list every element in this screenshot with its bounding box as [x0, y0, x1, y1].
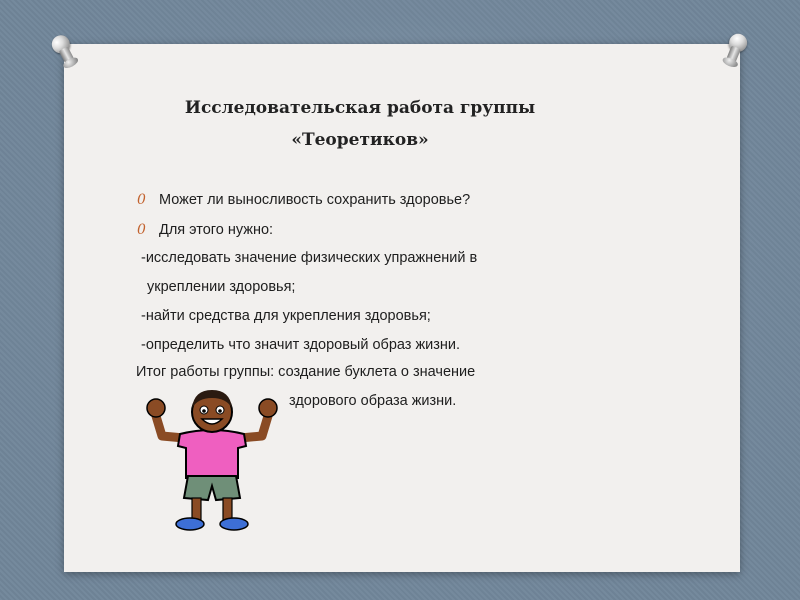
- sub-item: -исследовать значение физических упражнений в: [141, 250, 478, 266]
- sub-item: -определить что значит здоровый образ жизни.: [141, 337, 461, 353]
- result-text: здорового образа жизни.: [289, 393, 457, 409]
- bullet-item: [137, 222, 273, 238]
- slide-title: [110, 92, 610, 156]
- bullet-text: Может ли выносливость сохранить здоровье?: [159, 192, 471, 208]
- bullet-marker: 0: [137, 192, 146, 208]
- sub-item: -найти средства для укрепления здоровья;: [141, 308, 431, 324]
- title-line-1: Исследовательская работа группы: [184, 98, 536, 118]
- title-line-2: «Теоретиков»: [291, 130, 429, 150]
- bullet-marker: 0: [137, 222, 146, 238]
- strongman-clipart: [142, 386, 282, 536]
- bullet-item: [137, 192, 470, 208]
- pushpin-icon: [718, 31, 750, 75]
- result-text: Итог работы группы: создание буклета о значение: [136, 364, 476, 380]
- sub-item: укреплении здоровья;: [147, 279, 296, 295]
- bullet-text: Для этого нужно:: [159, 222, 274, 238]
